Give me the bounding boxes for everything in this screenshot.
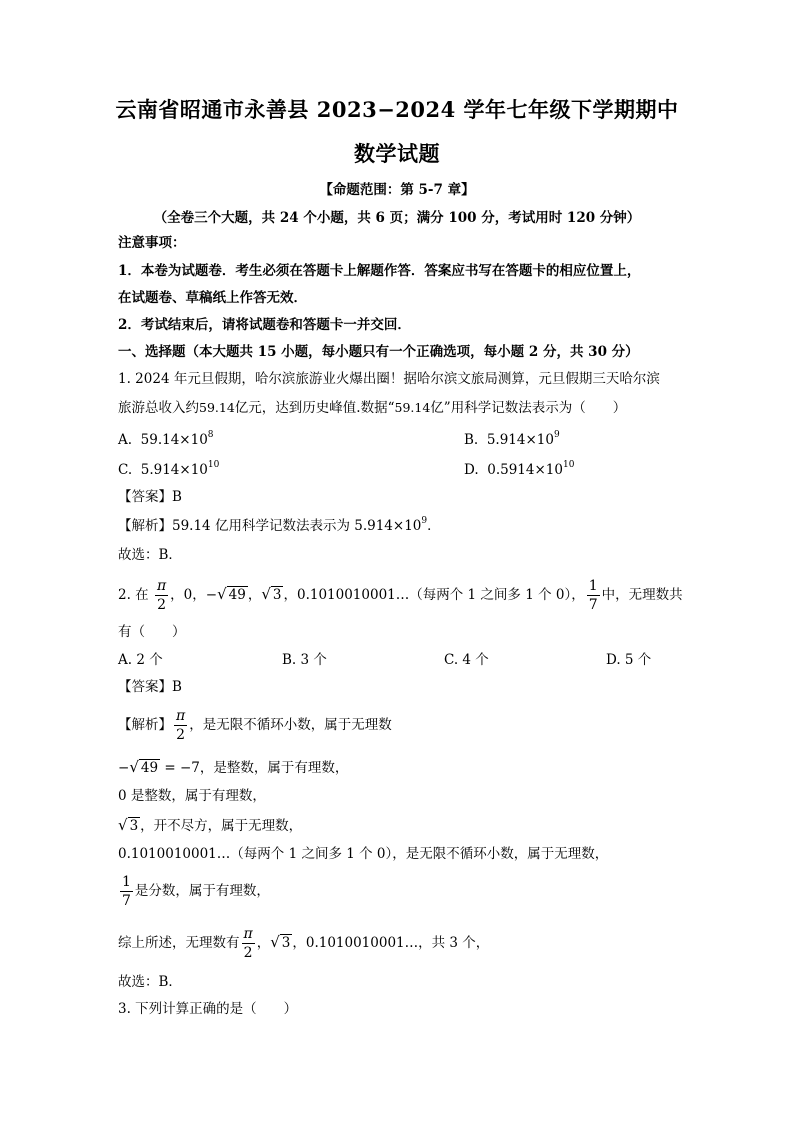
- exam-title-line1: 云南省昭通市永善县 2023−2024 学年七年级下学期期中: [115, 97, 679, 122]
- q2-option-d: D. 5 个: [606, 652, 652, 668]
- notes-item-1b: 在试题卷、草稿纸上作答无效．: [118, 290, 307, 306]
- q1-line2: 旅游总收入约59.14亿元，达到历史峰值.数据“59.14亿”用科学记数法表示为（ ）: [118, 400, 627, 416]
- exam-title-line2: 数学试题: [354, 141, 440, 166]
- q1-line1: 1. 2024 年元旦假期，哈尔滨旅游业火爆出圈！据哈尔滨文旅局测算，元旦假期三天哈尔滨: [118, 371, 660, 387]
- q1-analysis: 【解析】59.14 亿用科学记数法表示为 $5.914\times 10^9$．: [118, 516, 441, 534]
- q3-stem: 3. 下列计算正确的是（ ）: [118, 1001, 298, 1017]
- one-seventh-fraction: $\frac{1}{7}$: [588, 578, 598, 613]
- pi-over-2-fraction: $\frac{\pi}{2}$: [243, 926, 253, 961]
- section1-heading: 一、选择题（本大题共 15 小题，每小题只有一个正确选项，每小题 2 分，共 30 分）: [118, 344, 639, 360]
- notes-item-2: 2．考试结束后，请将试题卷和答题卡一并交回．: [118, 317, 411, 333]
- q1-option-d: D. $0.5914\times 10^{10}$: [464, 460, 575, 478]
- q2-answer: 【答案】B: [118, 679, 182, 695]
- exam-scope: 【命题范围：第 5-7 章】: [319, 182, 475, 198]
- q2-analysis-5: 0.1010010001…（每两个 1 之间多 1 个 0），是无限不循环小数，属于无理数，: [118, 846, 609, 862]
- q2-option-a: A. 2 个: [118, 652, 163, 668]
- q2-conclusion: 故选：B．: [118, 974, 182, 990]
- q2-analysis-2: −√ 49 = −7，是整数，属于有理数，: [118, 758, 349, 776]
- q1-option-c: C. $5.914\times 10^{10}$: [118, 460, 220, 478]
- one-seventh-fraction: $\frac{1}{7}$: [122, 874, 131, 909]
- q1-option-a: A. $59.14\times 10^8$: [118, 430, 214, 448]
- q2-analysis-4: √ 3 ，开不尽方，属于无理数，: [118, 816, 303, 834]
- radical-sign-icon: √: [270, 933, 280, 951]
- radical-sign-icon: √: [129, 758, 139, 776]
- q1-answer: 【答案】B: [118, 489, 182, 505]
- radical-sign-icon: √: [217, 585, 227, 603]
- pi-over-2-fraction: $\frac{\pi}{2}$: [176, 708, 186, 743]
- q2-analysis-1: 【解析】 $\frac{\pi}{2}$ ，是无限不循环小数，属于无理数: [118, 708, 392, 743]
- q2-stem-line2: 有（ ）: [118, 624, 186, 640]
- q1-conclusion: 故选：B．: [118, 547, 182, 563]
- notes-item-1a: 1．本卷为试题卷．考生必须在答题卡上解题作答．答案应书写在答题卡的相应位置上，: [118, 263, 641, 279]
- q2-analysis-7: 综上所述，无理数有 $\frac{\pi}{2}$ ，√ 3 ，0.1010010001…，共 3 个，: [118, 926, 490, 961]
- q2-option-c: C. 4 个: [444, 652, 489, 668]
- radical-sign-icon: √: [118, 816, 128, 834]
- q1-option-b: B. $5.914\times 10^9$: [464, 430, 560, 448]
- q2-analysis-6: $\frac{1}{7}$ 是分数，属于有理数，: [122, 874, 270, 909]
- q2-analysis-3: 0 是整数，属于有理数，: [118, 788, 266, 804]
- q2-stem-line1: 2. 在 $\frac{\pi}{2}$ ，0，−√ 49 ，√ 3 ，0.1010010001…（每两个 1 之间多 1 个 0）， $\frac{1}{7}$ 中，无理数共: [118, 578, 683, 613]
- q2-option-b: B. 3 个: [282, 652, 327, 668]
- radical-sign-icon: √: [261, 585, 271, 603]
- exam-info: （全卷三个大题，共 24 个小题，共 6 页；满分 100 分，考试用时 120 分钟）: [153, 210, 641, 226]
- pi-over-2-fraction: $\frac{\pi}{2}$: [156, 578, 167, 613]
- notes-heading: 注意事项：: [118, 235, 186, 251]
